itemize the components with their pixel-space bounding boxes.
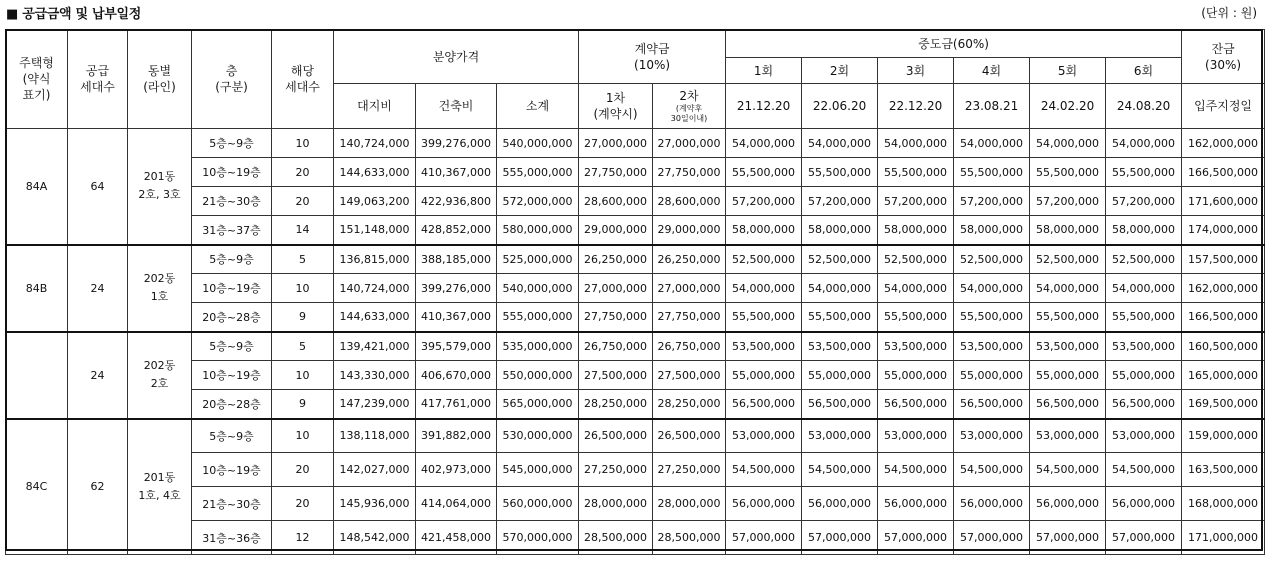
cell-middle-5: 54,500,000	[1030, 453, 1106, 487]
cell-contract-1: 29,000,000	[579, 216, 653, 245]
cell-building: 422,936,800	[416, 187, 497, 216]
cell-middle-1: 54,000,000	[726, 274, 802, 303]
cell-building: 421,458,000	[416, 521, 497, 555]
header-d5: 24.02.20	[1030, 84, 1106, 129]
cell-floor: 5층~9층	[192, 419, 272, 453]
cell-building: 402,973,000	[416, 453, 497, 487]
cell-middle-3: 55,500,000	[878, 303, 954, 332]
cell-contract-1: 27,000,000	[579, 274, 653, 303]
cell-middle-1: 53,000,000	[726, 419, 802, 453]
cell-building: 428,852,000	[416, 216, 497, 245]
cell-land: 144,633,000	[334, 158, 416, 187]
cell-middle-5: 55,500,000	[1030, 158, 1106, 187]
cell-middle-3: 55,500,000	[878, 158, 954, 187]
cell-supply: 62	[68, 419, 128, 555]
cell-subtotal: 555,000,000	[497, 158, 579, 187]
cell-units: 10	[272, 419, 334, 453]
cell-middle-1: 55,500,000	[726, 303, 802, 332]
header-c2	[653, 84, 726, 129]
cell-middle-2: 56,500,000	[802, 390, 878, 419]
cell-balance: 169,500,000	[1182, 390, 1265, 419]
cell-middle-5: 54,000,000	[1030, 129, 1106, 158]
cell-middle-1: 55,000,000	[726, 361, 802, 390]
cell-floor: 5층~9층	[192, 332, 272, 361]
cell-land: 148,542,000	[334, 521, 416, 555]
cell-floor: 10층~19층	[192, 361, 272, 390]
unit-label: (단위 : 원)	[1201, 6, 1257, 20]
cell-middle-4: 56,500,000	[954, 390, 1030, 419]
cell-building: 391,882,000	[416, 419, 497, 453]
cell-middle-1: 54,000,000	[726, 129, 802, 158]
cell-contract-2: 27,000,000	[653, 129, 726, 158]
cell-supply: 64	[68, 129, 128, 245]
header-d6: 24.08.20	[1106, 84, 1182, 129]
header-c2-note: (계약후 30일이내)	[670, 104, 708, 123]
cell-floor: 21층~30층	[192, 487, 272, 521]
cell-middle-4: 57,200,000	[954, 187, 1030, 216]
cell-contract-1: 26,500,000	[579, 419, 653, 453]
cell-contract-1: 28,250,000	[579, 390, 653, 419]
cell-subtotal: 540,000,000	[497, 274, 579, 303]
cell-middle-4: 52,500,000	[954, 245, 1030, 274]
cell-contract-1: 27,500,000	[579, 361, 653, 390]
cell-middle-6: 55,500,000	[1106, 158, 1182, 187]
header-m3: 3회	[878, 58, 954, 84]
cell-middle-6: 54,000,000	[1106, 129, 1182, 158]
header-building: 건축비	[416, 84, 497, 129]
cell-floor: 5층~9층	[192, 245, 272, 274]
cell-contract-1: 27,250,000	[579, 453, 653, 487]
cell-contract-2: 29,000,000	[653, 216, 726, 245]
header-m1: 1회	[726, 58, 802, 84]
table-row	[6, 332, 1265, 361]
cell-balance: 157,500,000	[1182, 245, 1265, 274]
cell-contract-1: 27,750,000	[579, 303, 653, 332]
cell-type: 84A	[6, 129, 68, 245]
cell-subtotal: 565,000,000	[497, 390, 579, 419]
cell-building: 410,367,000	[416, 303, 497, 332]
cell-middle-1: 54,500,000	[726, 453, 802, 487]
cell-middle-2: 58,000,000	[802, 216, 878, 245]
cell-land: 138,118,000	[334, 419, 416, 453]
cell-building: 395,579,000	[416, 332, 497, 361]
cell-middle-4: 54,000,000	[954, 274, 1030, 303]
cell-middle-5: 53,000,000	[1030, 419, 1106, 453]
cell-middle-6: 57,000,000	[1106, 521, 1182, 555]
cell-middle-4: 55,500,000	[954, 158, 1030, 187]
cell-middle-6: 55,500,000	[1106, 303, 1182, 332]
cell-middle-5: 55,500,000	[1030, 303, 1106, 332]
cell-balance: 163,500,000	[1182, 453, 1265, 487]
cell-units: 20	[272, 453, 334, 487]
cell-balance: 171,000,000	[1182, 521, 1265, 555]
cell-middle-5: 54,000,000	[1030, 274, 1106, 303]
cell-middle-1: 57,000,000	[726, 521, 802, 555]
cell-balance: 159,000,000	[1182, 419, 1265, 453]
cell-contract-2: 27,250,000	[653, 453, 726, 487]
cell-subtotal: 570,000,000	[497, 521, 579, 555]
cell-subtotal: 572,000,000	[497, 187, 579, 216]
cell-middle-4: 53,500,000	[954, 332, 1030, 361]
cell-subtotal: 580,000,000	[497, 216, 579, 245]
header-contract: 계약금 (10%)	[579, 30, 726, 84]
table-row	[6, 390, 1265, 419]
cell-floor: 10층~19층	[192, 158, 272, 187]
cell-contract-1: 26,250,000	[579, 245, 653, 274]
header-m2: 2회	[802, 58, 878, 84]
header-d1: 21.12.20	[726, 84, 802, 129]
cell-contract-2: 26,750,000	[653, 332, 726, 361]
cell-middle-3: 57,200,000	[878, 187, 954, 216]
table-row	[6, 129, 1265, 158]
header-c2-label: 2차	[679, 89, 699, 103]
cell-middle-5: 53,500,000	[1030, 332, 1106, 361]
cell-middle-5: 56,500,000	[1030, 390, 1106, 419]
cell-middle-4: 58,000,000	[954, 216, 1030, 245]
cell-contract-2: 27,500,000	[653, 361, 726, 390]
header-type: 주택형 (약식 표기)	[6, 30, 68, 129]
cell-dong: 201동 2호, 3호	[128, 129, 192, 245]
cell-middle-3: 54,000,000	[878, 129, 954, 158]
cell-middle-2: 53,000,000	[802, 419, 878, 453]
cell-units: 5	[272, 245, 334, 274]
cell-supply: 24	[68, 332, 128, 419]
cell-building: 406,670,000	[416, 361, 497, 390]
cell-middle-2: 56,000,000	[802, 487, 878, 521]
cell-contract-2: 27,000,000	[653, 274, 726, 303]
header-d2: 22.06.20	[802, 84, 878, 129]
cell-floor: 20층~28층	[192, 390, 272, 419]
cell-middle-1: 52,500,000	[726, 245, 802, 274]
header-price: 분양가격	[334, 30, 579, 84]
cell-floor: 21층~30층	[192, 187, 272, 216]
cell-land: 145,936,000	[334, 487, 416, 521]
table-row	[6, 274, 1265, 303]
cell-building: 399,276,000	[416, 129, 497, 158]
cell-type	[6, 332, 68, 419]
cell-contract-2: 28,600,000	[653, 187, 726, 216]
cell-land: 142,027,000	[334, 453, 416, 487]
cell-middle-6: 58,000,000	[1106, 216, 1182, 245]
cell-middle-2: 52,500,000	[802, 245, 878, 274]
table-row	[6, 453, 1265, 487]
header-d4: 23.08.21	[954, 84, 1030, 129]
cell-units: 20	[272, 187, 334, 216]
cell-middle-6: 53,000,000	[1106, 419, 1182, 453]
cell-contract-1: 26,750,000	[579, 332, 653, 361]
cell-balance: 160,500,000	[1182, 332, 1265, 361]
cell-units: 5	[272, 332, 334, 361]
cell-middle-4: 55,000,000	[954, 361, 1030, 390]
cell-balance: 166,500,000	[1182, 158, 1265, 187]
header-balance: 잔금 (30%)	[1182, 30, 1265, 84]
cell-subtotal: 555,000,000	[497, 303, 579, 332]
cell-balance: 166,500,000	[1182, 303, 1265, 332]
cell-middle-3: 55,000,000	[878, 361, 954, 390]
cell-units: 12	[272, 521, 334, 555]
cell-land: 139,421,000	[334, 332, 416, 361]
cell-land: 136,815,000	[334, 245, 416, 274]
cell-middle-2: 57,000,000	[802, 521, 878, 555]
cell-land: 140,724,000	[334, 274, 416, 303]
cell-middle-3: 53,000,000	[878, 419, 954, 453]
cell-subtotal: 535,000,000	[497, 332, 579, 361]
cell-middle-4: 55,500,000	[954, 303, 1030, 332]
cell-middle-3: 52,500,000	[878, 245, 954, 274]
cell-middle-4: 54,000,000	[954, 129, 1030, 158]
cell-middle-1: 56,500,000	[726, 390, 802, 419]
cell-building: 414,064,000	[416, 487, 497, 521]
cell-middle-6: 56,500,000	[1106, 390, 1182, 419]
cell-building: 399,276,000	[416, 274, 497, 303]
cell-contract-2: 28,250,000	[653, 390, 726, 419]
cell-middle-4: 53,000,000	[954, 419, 1030, 453]
cell-floor: 5층~9층	[192, 129, 272, 158]
cell-middle-6: 52,500,000	[1106, 245, 1182, 274]
cell-type: 84B	[6, 245, 68, 332]
cell-units: 10	[272, 361, 334, 390]
cell-dong: 202동 2호	[128, 332, 192, 419]
cell-contract-1: 28,600,000	[579, 187, 653, 216]
header-supply: 공급 세대수	[68, 30, 128, 129]
cell-units: 20	[272, 158, 334, 187]
cell-middle-5: 55,000,000	[1030, 361, 1106, 390]
table-row	[6, 487, 1265, 521]
cell-middle-4: 54,500,000	[954, 453, 1030, 487]
cell-land: 143,330,000	[334, 361, 416, 390]
cell-units: 10	[272, 129, 334, 158]
cell-middle-5: 58,000,000	[1030, 216, 1106, 245]
cell-middle-2: 55,500,000	[802, 158, 878, 187]
table-row	[6, 303, 1265, 332]
cell-contract-2: 27,750,000	[653, 303, 726, 332]
header-c1: 1차 (계약시)	[579, 84, 653, 129]
cell-subtotal: 530,000,000	[497, 419, 579, 453]
header-floor: 층 (구분)	[192, 30, 272, 129]
cell-middle-2: 54,500,000	[802, 453, 878, 487]
header-d3: 22.12.20	[878, 84, 954, 129]
cell-building: 417,761,000	[416, 390, 497, 419]
header-balance-date: 입주지정일	[1182, 84, 1265, 129]
cell-units: 9	[272, 303, 334, 332]
cell-middle-3: 56,000,000	[878, 487, 954, 521]
cell-balance: 174,000,000	[1182, 216, 1265, 245]
header-m6: 6회	[1106, 58, 1182, 84]
cell-middle-6: 56,000,000	[1106, 487, 1182, 521]
cell-subtotal: 545,000,000	[497, 453, 579, 487]
cell-middle-1: 56,000,000	[726, 487, 802, 521]
header-subtotal: 소계	[497, 84, 579, 129]
cell-middle-2: 53,500,000	[802, 332, 878, 361]
cell-middle-2: 57,200,000	[802, 187, 878, 216]
cell-middle-5: 52,500,000	[1030, 245, 1106, 274]
cell-contract-2: 27,750,000	[653, 158, 726, 187]
cell-land: 149,063,200	[334, 187, 416, 216]
cell-contract-2: 26,500,000	[653, 419, 726, 453]
header-units: 해당 세대수	[272, 30, 334, 129]
cell-middle-4: 56,000,000	[954, 487, 1030, 521]
cell-middle-1: 55,500,000	[726, 158, 802, 187]
table-row	[6, 187, 1265, 216]
cell-units: 10	[272, 274, 334, 303]
cell-contract-1: 28,500,000	[579, 521, 653, 555]
cell-land: 140,724,000	[334, 129, 416, 158]
cell-subtotal: 540,000,000	[497, 129, 579, 158]
cell-middle-1: 57,200,000	[726, 187, 802, 216]
cell-floor: 20층~28층	[192, 303, 272, 332]
payment-schedule-table	[5, 29, 1265, 555]
cell-middle-6: 54,000,000	[1106, 274, 1182, 303]
cell-land: 147,239,000	[334, 390, 416, 419]
cell-middle-4: 57,000,000	[954, 521, 1030, 555]
cell-land: 144,633,000	[334, 303, 416, 332]
cell-floor: 10층~19층	[192, 453, 272, 487]
cell-middle-6: 57,200,000	[1106, 187, 1182, 216]
cell-type: 84C	[6, 419, 68, 555]
cell-units: 20	[272, 487, 334, 521]
cell-contract-2: 28,500,000	[653, 521, 726, 555]
cell-dong: 202동 1호	[128, 245, 192, 332]
cell-middle-5: 57,000,000	[1030, 521, 1106, 555]
cell-middle-6: 55,000,000	[1106, 361, 1182, 390]
table-row	[6, 158, 1265, 187]
cell-middle-5: 56,000,000	[1030, 487, 1106, 521]
header-middle: 중도금(60%)	[726, 30, 1182, 58]
cell-middle-1: 53,500,000	[726, 332, 802, 361]
cell-contract-1: 28,000,000	[579, 487, 653, 521]
cell-floor: 31층~37층	[192, 216, 272, 245]
table-row	[6, 245, 1265, 274]
cell-land: 151,148,000	[334, 216, 416, 245]
table-row	[6, 361, 1265, 390]
page-title: ■ 공급금액 및 납부일정	[6, 7, 141, 22]
cell-contract-1: 27,000,000	[579, 129, 653, 158]
cell-middle-2: 55,000,000	[802, 361, 878, 390]
cell-contract-2: 28,000,000	[653, 487, 726, 521]
header-m4: 4회	[954, 58, 1030, 84]
header-land: 대지비	[334, 84, 416, 129]
cell-middle-6: 54,500,000	[1106, 453, 1182, 487]
cell-subtotal: 525,000,000	[497, 245, 579, 274]
cell-balance: 168,000,000	[1182, 487, 1265, 521]
cell-middle-3: 58,000,000	[878, 216, 954, 245]
cell-middle-2: 54,000,000	[802, 274, 878, 303]
cell-middle-3: 54,000,000	[878, 274, 954, 303]
cell-dong: 201동 1호, 4호	[128, 419, 192, 555]
cell-middle-3: 54,500,000	[878, 453, 954, 487]
table-row	[6, 419, 1265, 453]
header-dong: 동별 (라인)	[128, 30, 192, 129]
cell-contract-1: 27,750,000	[579, 158, 653, 187]
cell-units: 14	[272, 216, 334, 245]
cell-balance: 165,000,000	[1182, 361, 1265, 390]
cell-balance: 162,000,000	[1182, 274, 1265, 303]
cell-balance: 162,000,000	[1182, 129, 1265, 158]
cell-balance: 171,600,000	[1182, 187, 1265, 216]
cell-middle-2: 55,500,000	[802, 303, 878, 332]
cell-middle-5: 57,200,000	[1030, 187, 1106, 216]
cell-building: 388,185,000	[416, 245, 497, 274]
header-m5: 5회	[1030, 58, 1106, 84]
cell-supply: 24	[68, 245, 128, 332]
table-row	[6, 216, 1265, 245]
cell-floor: 10층~19층	[192, 274, 272, 303]
cell-middle-6: 53,500,000	[1106, 332, 1182, 361]
cell-building: 410,367,000	[416, 158, 497, 187]
cell-middle-2: 54,000,000	[802, 129, 878, 158]
cell-middle-3: 56,500,000	[878, 390, 954, 419]
cell-units: 9	[272, 390, 334, 419]
cell-subtotal: 560,000,000	[497, 487, 579, 521]
cell-middle-1: 58,000,000	[726, 216, 802, 245]
cell-floor: 31층~36층	[192, 521, 272, 555]
cell-subtotal: 550,000,000	[497, 361, 579, 390]
table-body	[6, 129, 1265, 555]
cell-middle-3: 57,000,000	[878, 521, 954, 555]
cell-middle-3: 53,500,000	[878, 332, 954, 361]
cell-contract-2: 26,250,000	[653, 245, 726, 274]
table-row	[6, 521, 1265, 555]
